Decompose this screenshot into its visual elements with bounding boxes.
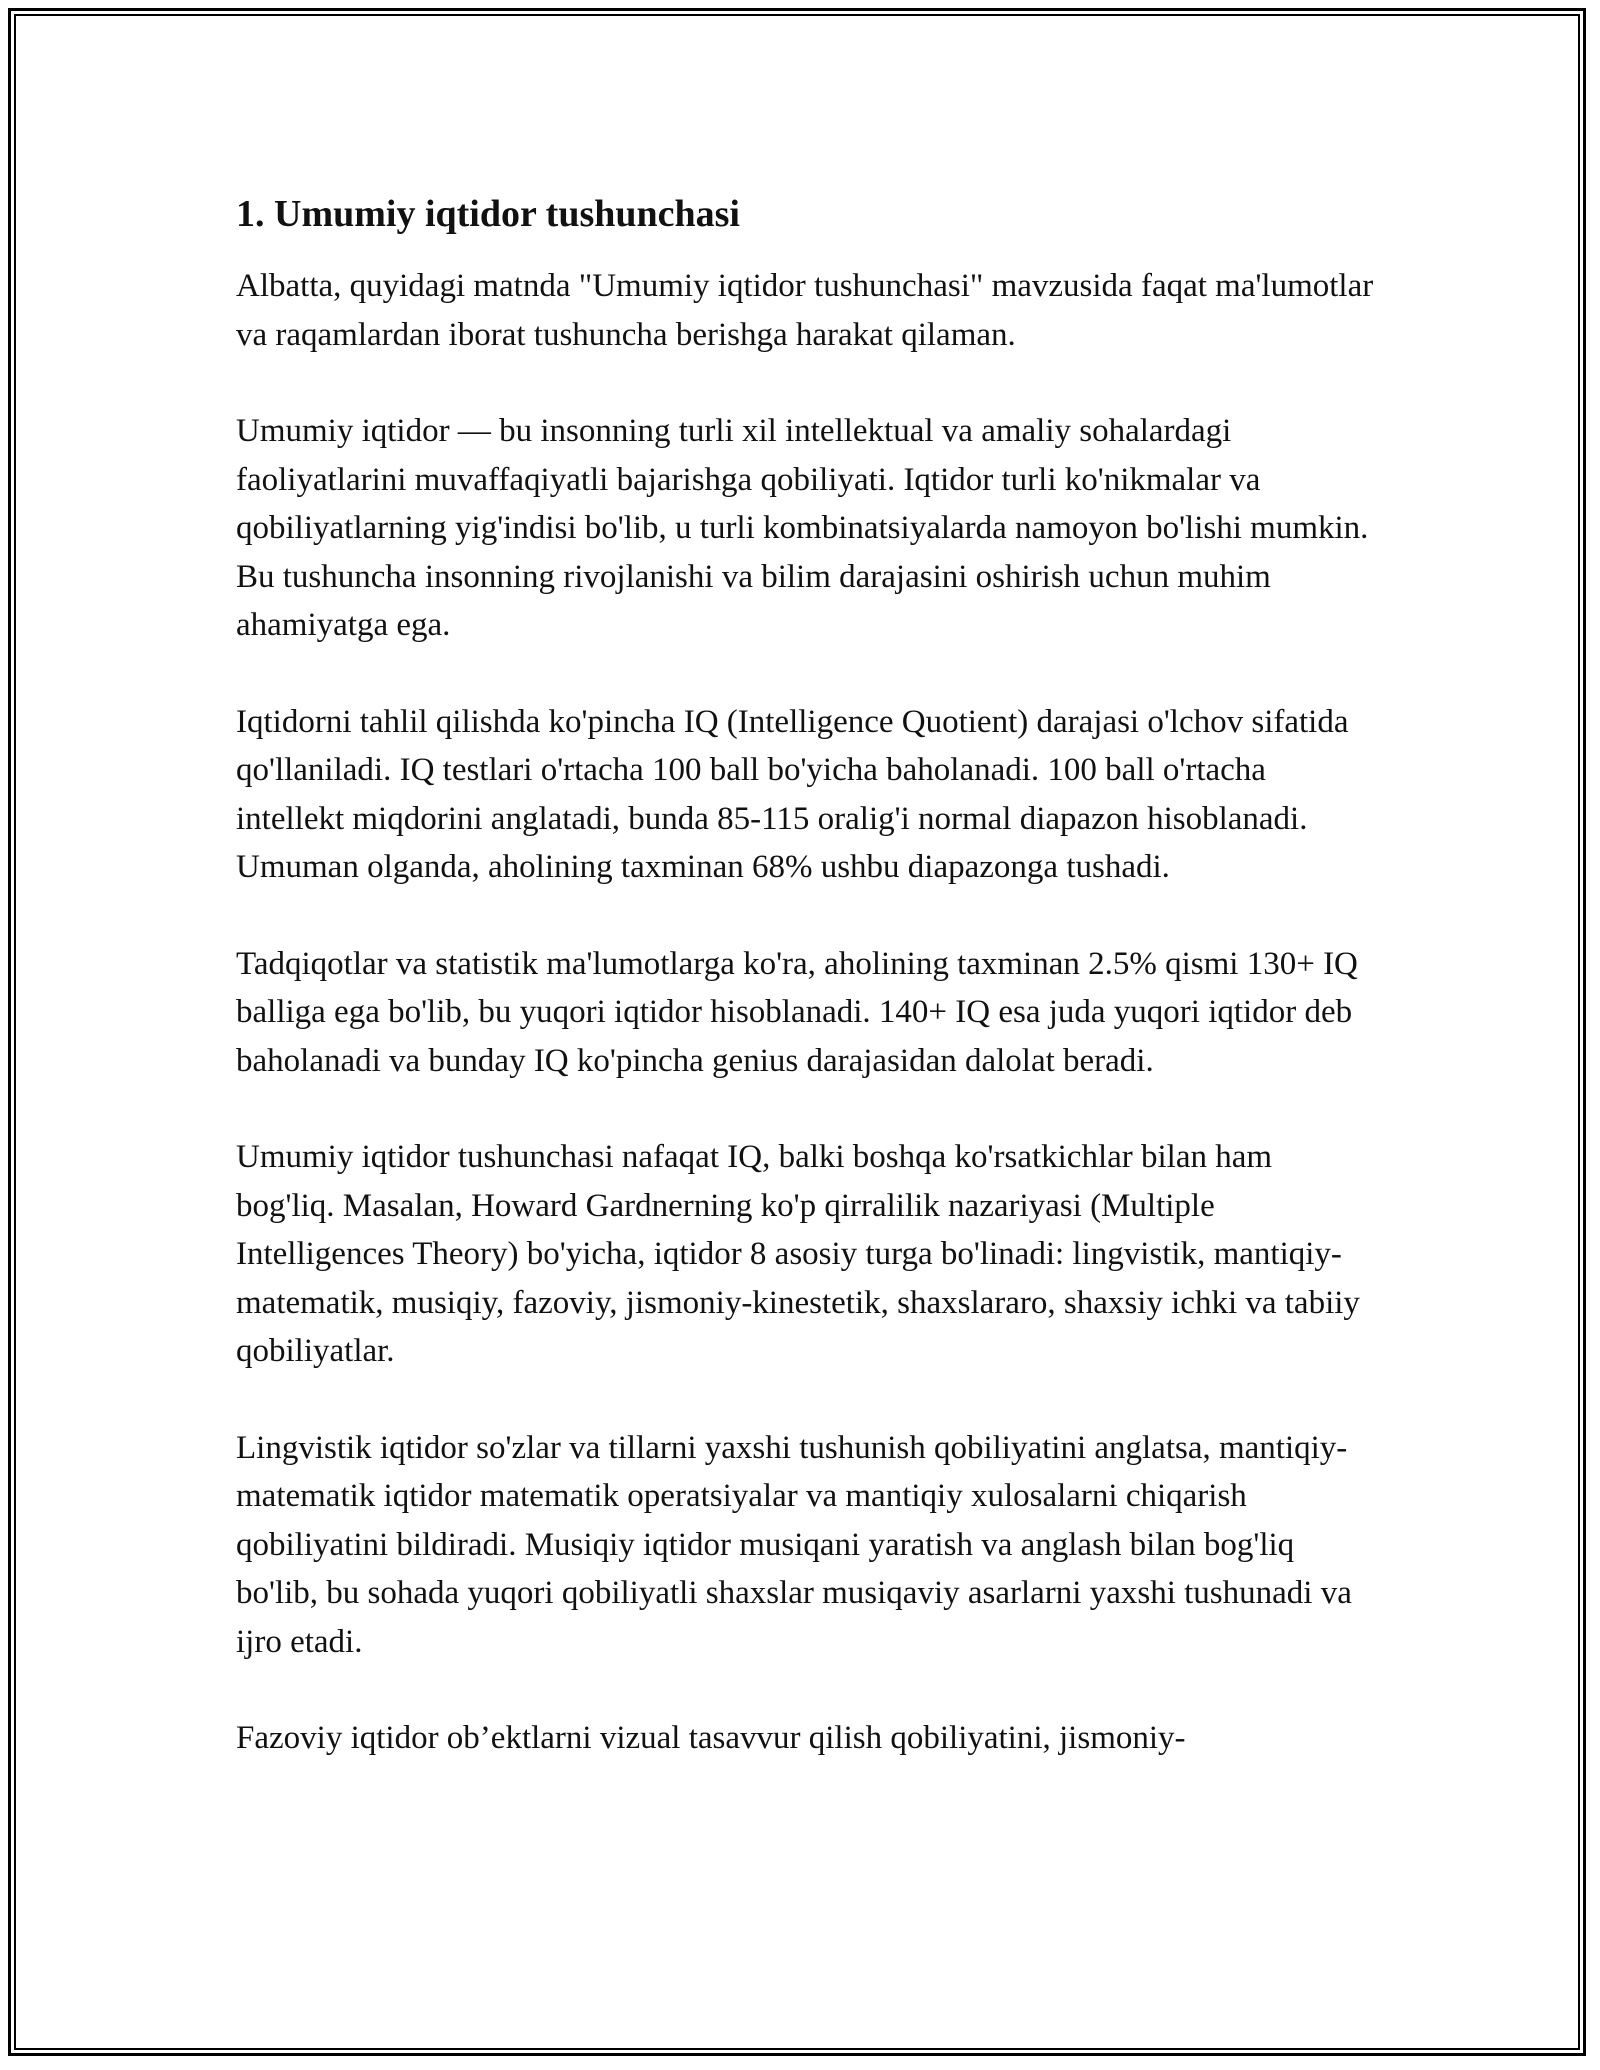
paragraph-iq-measurement: Iqtidorni tahlil qilishda ko'pincha IQ (Intelligence Quotient) darajasi o'lchov sifatida qo'llaniladi. IQ testlari o'rtacha 100 ball bo'yicha baholanadi. 100 ball o'rtacha intellekt miqdorini anglatadi, bunda 85-115 oralig'i normal diapazon hisoblanadi. Umuman olganda, aholining taxminan 68% ushbu diapazonga tushadi. — [236, 703, 1349, 885]
paragraph-statistics: Tadqiqotlar va statistik ma'lumotlarga ko'ra, aholining taxminan 2.5% qismi 130+ IQ balliga ega bo'lib, bu yuqori iqtidor hisoblanadi. 140+ IQ esa juda yuqori iqtidor deb baholanadi va bunday IQ ko'pincha genius darajasidan dalolat beradi. — [236, 945, 1358, 1079]
paragraph-intro: Albatta, quyidagi matnda "Umumiy iqtidor tushunchasi" mavzusida faqat ma'lumotlar va raqamlardan iborat tushuncha berishga harakat qilaman. — [236, 268, 1374, 353]
paragraph-definition: Umumiy iqtidor — bu insonning turli xil intellektual va amaliy sohalardagi faoliyatlarini muvaffaqiyatli bajarishga qobiliyati. Iqtidor turli ko'nikmalar va qobiliyatlarning yig'indisi bo'lib, u turli kombinatsiyalarda namoyon bo'lishi mumkin. Bu tushuncha insonning rivojlanishi va bilim darajasini oshirish uchun muhim ahamiyatga ega. — [236, 413, 1369, 643]
paragraph-gardner-theory: Umumiy iqtidor tushunchasi nafaqat IQ, balki boshqa ko'rsatkichlar bilan ham bog'liq. Masalan, Howard Gardnerning ko'p qirralilik nazariyasi (Multiple Intelligences Theory) bo'yicha, iqtidor 8 asosiy turga bo'linadi: lingvistik, mantiqiy-matematik, musiqiy, fazoviy, jismoniy-kinestetik, shaxslararo, shaxsiy ichki va tabiiy qobiliyatlar. — [236, 1139, 1360, 1369]
document-body — [236, 184, 1376, 1811]
paragraph-intelligence-types: Lingvistik iqtidor so'zlar va tillarni yaxshi tushunish qobiliyatini anglatsa, mantiqiy-matematik iqtidor matematik operatsiyalar va mantiqiy xulosalarni chiqarish qobiliyatini bildiradi. Musiqiy iqtidor musiqani yaratish va anglash bilan bog'liq bo'lib, bu sohada yuqori qobiliyatli shaxslar musiqaviy asarlarni yaxshi tushunadi va ijro etadi. — [236, 1429, 1352, 1660]
section-heading: 1. Umumiy iqtidor tushunchasi — [236, 193, 740, 235]
paragraph-spatial: Fazoviy iqtidor ob’ektlarni vizual tasavvur qilish qobiliyatini, jismoniy- — [236, 1720, 1186, 1756]
